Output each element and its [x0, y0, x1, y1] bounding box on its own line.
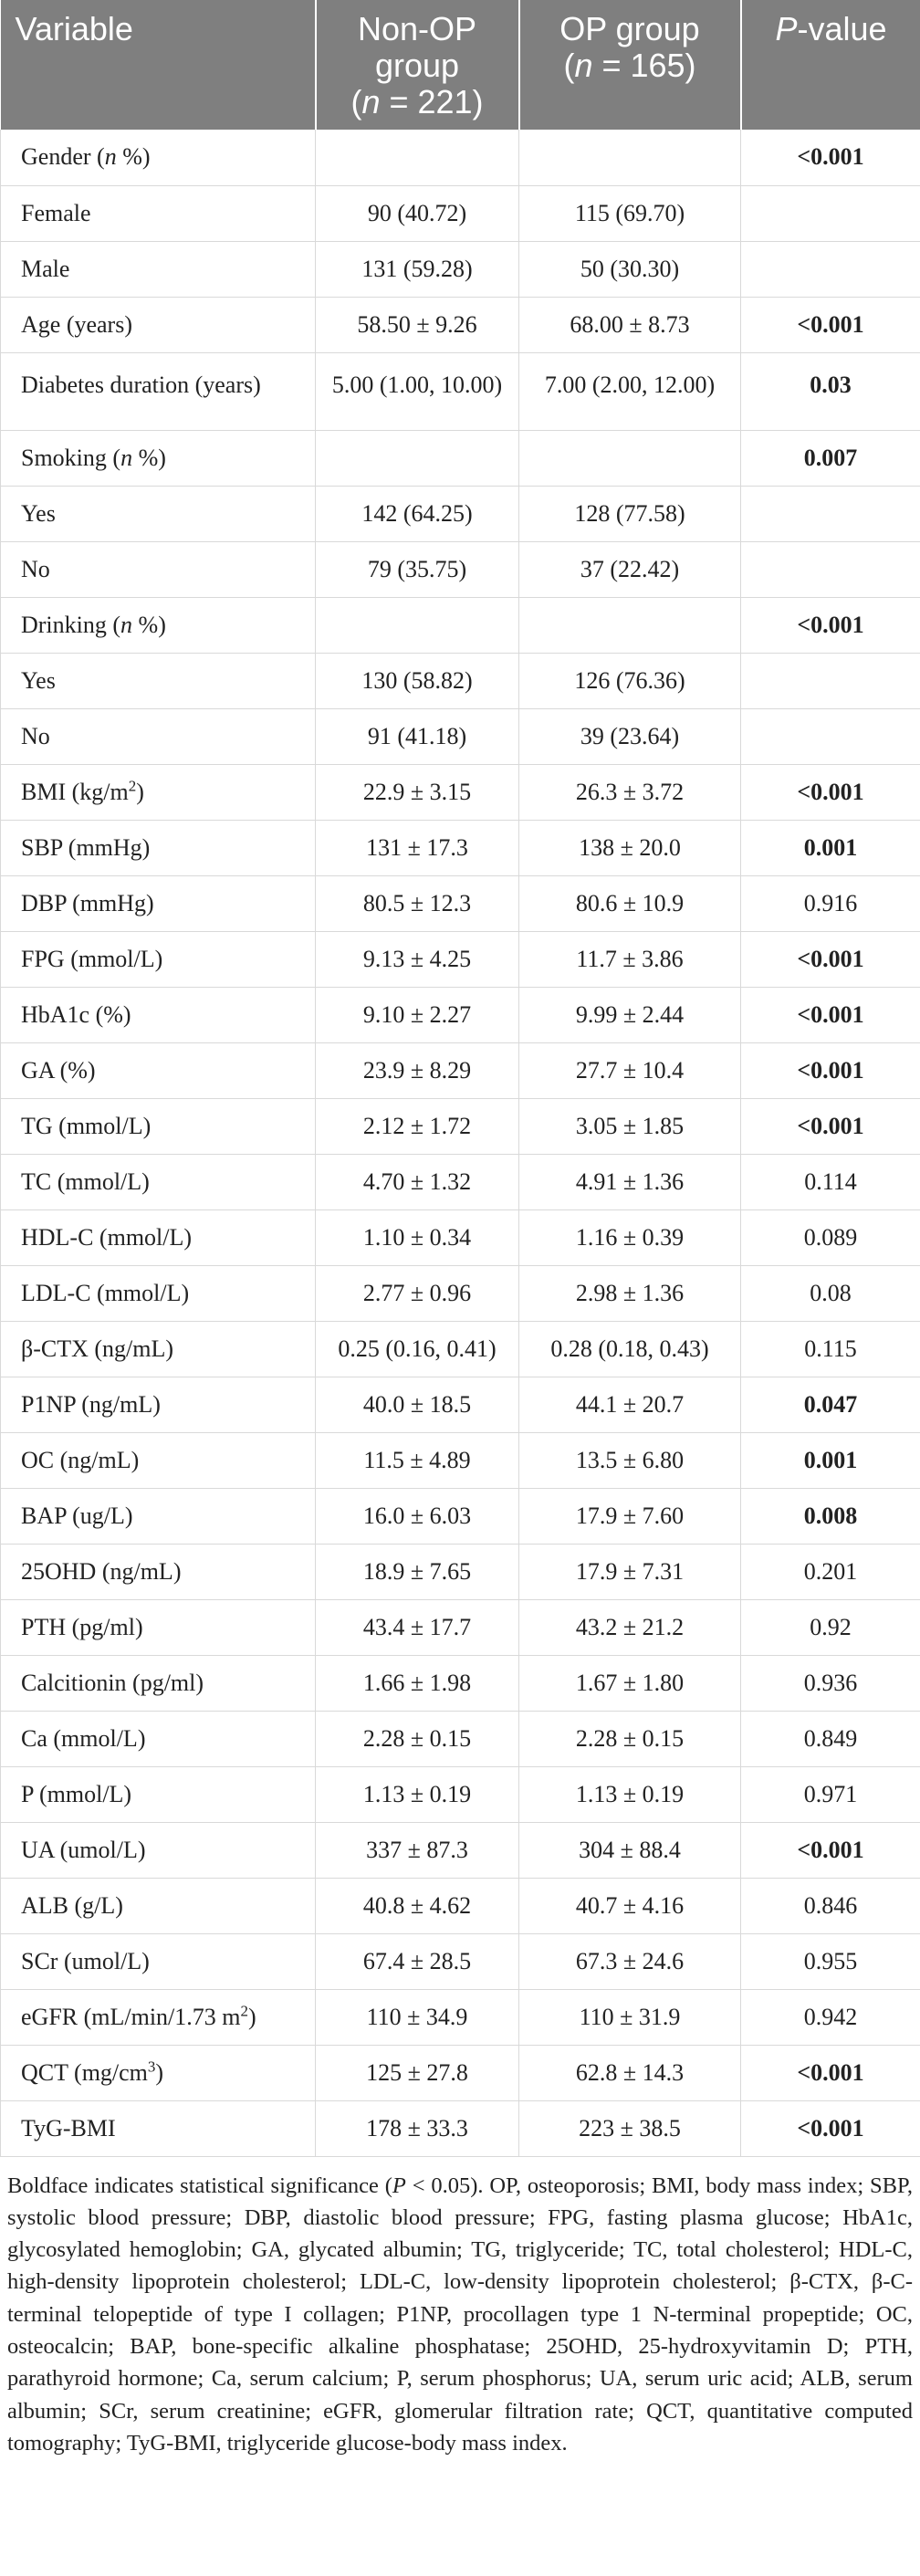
- p-value: <0.001: [741, 130, 920, 185]
- row-label: QCT $(mg/cm^3)$: [1, 2045, 316, 2100]
- nonop-value: 11.5 ± 4.89: [316, 1432, 519, 1488]
- op-value: 11.7 ± 3.86: [519, 931, 741, 987]
- op-value: 223 ± 38.5: [519, 2100, 741, 2156]
- op-value: 62.8 ± 14.3: [519, 2045, 741, 2100]
- op-value: 304 ± 88.4: [519, 1822, 741, 1878]
- op-value: [519, 130, 741, 185]
- p-value: 0.007: [741, 430, 920, 486]
- nonop-value: 2.28 ± 0.15: [316, 1711, 519, 1766]
- p-value: 0.008: [741, 1488, 920, 1544]
- table-row: [1, 653, 920, 708]
- table-row: [1, 1377, 920, 1432]
- row-label: DBP (mmHg): [1, 875, 316, 931]
- nonop-value: 2.12 ± 1.72: [316, 1098, 519, 1154]
- p-value: [741, 486, 920, 541]
- op-value: 80.6 ± 10.9: [519, 875, 741, 931]
- row-label: Gender (n %): [1, 130, 316, 185]
- table-row: [1, 130, 920, 185]
- op-value: [519, 597, 741, 653]
- nonop-value: 40.0 ± 18.5: [316, 1377, 519, 1432]
- p-value: 0.92: [741, 1599, 920, 1655]
- p-value: 0.849: [741, 1711, 920, 1766]
- row-label: No: [1, 541, 316, 597]
- p-value: [741, 653, 920, 708]
- row-label: β-CTX (ng/mL): [1, 1321, 316, 1377]
- op-value: 128 (77.58): [519, 486, 741, 541]
- row-label: Age (years): [1, 297, 316, 352]
- row-label: SBP (mmHg): [1, 820, 316, 875]
- table-row: [1, 1766, 920, 1822]
- header-nonop-group: [316, 0, 519, 130]
- nonop-value: 80.5 ± 12.3: [316, 875, 519, 931]
- op-value: 7.00 (2.00, 12.00): [519, 352, 741, 430]
- row-label: HDL-C (mmol/L): [1, 1209, 316, 1265]
- op-value: 138 ± 20.0: [519, 820, 741, 875]
- table-row: [1, 1265, 920, 1321]
- nonop-value: 22.9 ± 3.15: [316, 764, 519, 820]
- p-value: 0.955: [741, 1933, 920, 1989]
- p-value: <0.001: [741, 1042, 920, 1098]
- row-label: TG (mmol/L): [1, 1098, 316, 1154]
- p-value: 0.001: [741, 820, 920, 875]
- table-row: [1, 430, 920, 486]
- nonop-value: 1.66 ± 1.98: [316, 1655, 519, 1711]
- table-header: [1, 0, 920, 130]
- p-value: [741, 241, 920, 297]
- op-value: 110 ± 31.9: [519, 1989, 741, 2045]
- p-value: <0.001: [741, 297, 920, 352]
- row-label: Female: [1, 185, 316, 241]
- p-value: <0.001: [741, 764, 920, 820]
- op-value: 126 (76.36): [519, 653, 741, 708]
- op-value: 50 (30.30): [519, 241, 741, 297]
- op-value: 17.9 ± 7.31: [519, 1544, 741, 1599]
- table-row: [1, 541, 920, 597]
- nonop-value: 90 (40.72): [316, 185, 519, 241]
- nonop-value: [316, 430, 519, 486]
- table-row: [1, 1989, 920, 2045]
- op-value: 4.91 ± 1.36: [519, 1154, 741, 1209]
- table-row: [1, 2100, 920, 2156]
- table-row: [1, 1488, 920, 1544]
- nonop-value: [316, 597, 519, 653]
- nonop-value: 337 ± 87.3: [316, 1822, 519, 1878]
- p-value: 0.846: [741, 1878, 920, 1933]
- table-row: [1, 1822, 920, 1878]
- p-value: 0.936: [741, 1655, 920, 1711]
- p-value: <0.001: [741, 597, 920, 653]
- p-value: 0.916: [741, 875, 920, 931]
- table-row: [1, 486, 920, 541]
- row-label: Diabetes duration (years): [1, 352, 316, 430]
- nonop-value: 110 ± 34.9: [316, 1989, 519, 2045]
- row-label: LDL-C (mmol/L): [1, 1265, 316, 1321]
- row-label: Calcitionin (pg/ml): [1, 1655, 316, 1711]
- p-value: 0.089: [741, 1209, 920, 1265]
- table-row: [1, 1544, 920, 1599]
- table-row: [1, 241, 920, 297]
- table-row: [1, 1432, 920, 1488]
- p-value: 0.201: [741, 1544, 920, 1599]
- header-nonop-n: (n = 221): [350, 83, 484, 120]
- nonop-value: 0.25 (0.16, 0.41): [316, 1321, 519, 1377]
- table-row: [1, 820, 920, 875]
- op-value: 26.3 ± 3.72: [519, 764, 741, 820]
- table-row: [1, 1098, 920, 1154]
- nonop-value: 58.50 ± 9.26: [316, 297, 519, 352]
- row-label: PTH (pg/ml): [1, 1599, 316, 1655]
- row-label: GA (%): [1, 1042, 316, 1098]
- nonop-value: 40.8 ± 4.62: [316, 1878, 519, 1933]
- row-label: BMI $(kg/m^2)$: [1, 764, 316, 820]
- table-row: [1, 1655, 920, 1711]
- row-label: No: [1, 708, 316, 764]
- header-op-n: (n = 165): [563, 47, 696, 84]
- nonop-value: 23.9 ± 8.29: [316, 1042, 519, 1098]
- nonop-value: [316, 130, 519, 185]
- table-row: [1, 185, 920, 241]
- nonop-value: 18.9 ± 7.65: [316, 1544, 519, 1599]
- row-label: FPG (mmol/L): [1, 931, 316, 987]
- table-row: [1, 708, 920, 764]
- row-label: HbA1c (%): [1, 987, 316, 1042]
- table-row: [1, 1154, 920, 1209]
- p-value: <0.001: [741, 987, 920, 1042]
- table-row: [1, 1209, 920, 1265]
- nonop-value: 9.13 ± 4.25: [316, 931, 519, 987]
- nonop-value: 79 (35.75): [316, 541, 519, 597]
- row-label: TyG-BMI: [1, 2100, 316, 2156]
- header-nonop-line2: group: [374, 47, 460, 84]
- op-value: 17.9 ± 7.60: [519, 1488, 741, 1544]
- table-row: [1, 1711, 920, 1766]
- op-value: 3.05 ± 1.85: [519, 1098, 741, 1154]
- row-label: SCr (umol/L): [1, 1933, 316, 1989]
- nonop-value: 91 (41.18): [316, 708, 519, 764]
- nonop-value: 178 ± 33.3: [316, 2100, 519, 2156]
- p-value: 0.114: [741, 1154, 920, 1209]
- row-label: Yes: [1, 486, 316, 541]
- row-label: Drinking (n %): [1, 597, 316, 653]
- nonop-value: 125 ± 27.8: [316, 2045, 519, 2100]
- header-nonop-line1: Non-OP: [357, 10, 477, 47]
- op-value: 40.7 ± 4.16: [519, 1878, 741, 1933]
- nonop-value: 1.10 ± 0.34: [316, 1209, 519, 1265]
- p-value: 0.08: [741, 1265, 920, 1321]
- row-label: Male: [1, 241, 316, 297]
- table-footnote: Boldface indicates statistical significance (P < 0.05). OP, osteoporosis; BMI, body mass index; SBP, systolic blood pressure; DBP, diastolic blood pressure; FPG, fasting plasma glucose; HbA1c, glycosylated hemoglobin; GA, glycated albumin; TG, triglyceride; TC, total cholesterol; HDL-C, high-density lipoprotein cholesterol; LDL-C, low-density lipoprotein cholesterol; β-CTX, β-C-terminal telopeptide of type I collagen; P1NP, procollagen type 1 N-terminal propeptide; OC, osteocalcin; BAP, bone-specific alkaline phosphatase; 25OHD, 25-hydroxyvitamin D; PTH, parathyroid hormone; Ca, serum calcium; P, serum phosphorus; UA, serum uric acid; ALB, serum albumin; SCr, serum creatinine; eGFR, glomerular filtration rate; QCT, quantitative computed tomography; TyG-BMI, triglyceride glucose-body mass index.: [7, 2173, 913, 2456]
- header-variable: Variable: [1, 0, 316, 130]
- table-row: [1, 297, 920, 352]
- p-value: 0.971: [741, 1766, 920, 1822]
- row-label: Ca (mmol/L): [1, 1711, 316, 1766]
- p-value: 0.942: [741, 1989, 920, 2045]
- table-row: [1, 1599, 920, 1655]
- op-value: 37 (22.42): [519, 541, 741, 597]
- op-value: 2.28 ± 0.15: [519, 1711, 741, 1766]
- nonop-value: 142 (64.25): [316, 486, 519, 541]
- p-value: [741, 708, 920, 764]
- row-label: 25OHD (ng/mL): [1, 1544, 316, 1599]
- header-pvalue: P-value: [741, 0, 920, 130]
- row-label: BAP (ug/L): [1, 1488, 316, 1544]
- p-value: 0.03: [741, 352, 920, 430]
- table-row: [1, 352, 920, 430]
- op-value: [519, 430, 741, 486]
- table-row: [1, 987, 920, 1042]
- op-value: 44.1 ± 20.7: [519, 1377, 741, 1432]
- table-row: [1, 1878, 920, 1933]
- nonop-value: 67.4 ± 28.5: [316, 1933, 519, 1989]
- table-row: [1, 597, 920, 653]
- p-value: <0.001: [741, 1098, 920, 1154]
- nonop-value: 2.77 ± 0.96: [316, 1265, 519, 1321]
- op-value: 67.3 ± 24.6: [519, 1933, 741, 1989]
- row-label: OC (ng/mL): [1, 1432, 316, 1488]
- table-row: [1, 764, 920, 820]
- op-value: 0.28 (0.18, 0.43): [519, 1321, 741, 1377]
- table-row: [1, 1933, 920, 1989]
- op-value: 1.13 ± 0.19: [519, 1766, 741, 1822]
- row-label: eGFR (mL/min/1.73 $m^2$): [1, 1989, 316, 2045]
- nonop-value: 1.13 ± 0.19: [316, 1766, 519, 1822]
- row-label: ALB (g/L): [1, 1878, 316, 1933]
- p-value: 0.115: [741, 1321, 920, 1377]
- table-body: [1, 130, 920, 2156]
- row-label: P1NP (ng/mL): [1, 1377, 316, 1432]
- op-value: 13.5 ± 6.80: [519, 1432, 741, 1488]
- p-value: <0.001: [741, 2100, 920, 2156]
- p-value: 0.047: [741, 1377, 920, 1432]
- table-row: [1, 2045, 920, 2100]
- op-value: 27.7 ± 10.4: [519, 1042, 741, 1098]
- row-label: TC (mmol/L): [1, 1154, 316, 1209]
- nonop-value: 5.00 (1.00, 10.00): [316, 352, 519, 430]
- p-value: 0.001: [741, 1432, 920, 1488]
- table-row: [1, 1321, 920, 1377]
- p-value: <0.001: [741, 1822, 920, 1878]
- p-value: <0.001: [741, 931, 920, 987]
- op-value: 68.00 ± 8.73: [519, 297, 741, 352]
- op-value: 43.2 ± 21.2: [519, 1599, 741, 1655]
- nonop-value: 43.4 ± 17.7: [316, 1599, 519, 1655]
- op-value: 9.99 ± 2.44: [519, 987, 741, 1042]
- row-label: Smoking (n %): [1, 430, 316, 486]
- header-op-line1: OP group: [559, 10, 700, 47]
- nonop-value: 131 ± 17.3: [316, 820, 519, 875]
- nonop-value: 130 (58.82): [316, 653, 519, 708]
- row-label: P (mmol/L): [1, 1766, 316, 1822]
- row-label: Yes: [1, 653, 316, 708]
- p-value: [741, 541, 920, 597]
- op-value: 39 (23.64): [519, 708, 741, 764]
- op-value: 2.98 ± 1.36: [519, 1265, 741, 1321]
- op-value: 1.16 ± 0.39: [519, 1209, 741, 1265]
- nonop-value: 9.10 ± 2.27: [316, 987, 519, 1042]
- p-value: [741, 185, 920, 241]
- op-value: 115 (69.70): [519, 185, 741, 241]
- nonop-value: 4.70 ± 1.32: [316, 1154, 519, 1209]
- table-row: [1, 931, 920, 987]
- nonop-value: 16.0 ± 6.03: [316, 1488, 519, 1544]
- header-op-group: [519, 0, 741, 130]
- table-row: [1, 1042, 920, 1098]
- p-value: <0.001: [741, 2045, 920, 2100]
- row-label: UA (umol/L): [1, 1822, 316, 1878]
- table-row: [1, 875, 920, 931]
- op-value: 1.67 ± 1.80: [519, 1655, 741, 1711]
- nonop-value: 131 (59.28): [316, 241, 519, 297]
